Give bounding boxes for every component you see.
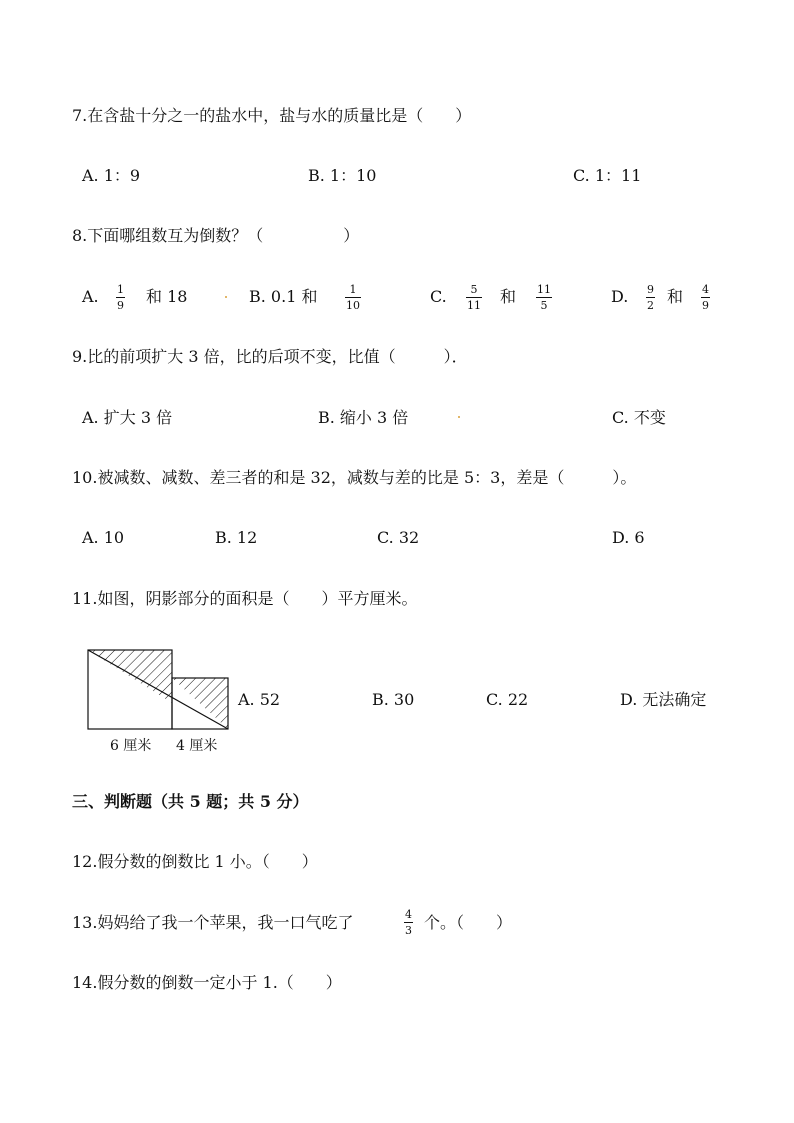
question-10-stem: 10.被减数、减数、差三者的和是 32，减数与差的比是 5：3，差是（ ）。 bbox=[72, 468, 637, 487]
q9-option-a[interactable]: A. 扩大 3 倍 bbox=[82, 408, 173, 427]
q7-option-c[interactable]: C. 1：11 bbox=[573, 166, 642, 185]
denominator: 11 bbox=[467, 299, 481, 312]
fraction-bar bbox=[404, 922, 413, 923]
q7-option-a[interactable]: A. 1：9 bbox=[82, 166, 141, 185]
q11-option-d[interactable]: D. 无法确定 bbox=[620, 690, 707, 709]
q10-option-c[interactable]: C. 32 bbox=[377, 528, 420, 547]
numerator: 1 bbox=[117, 283, 124, 296]
fraction-bar bbox=[345, 297, 361, 298]
q9-option-b[interactable]: B. 缩小 3 倍 bbox=[318, 408, 409, 427]
section-3-heading: 三、判断题（共 5 题；共 5 分） bbox=[72, 792, 309, 811]
denominator: 9 bbox=[117, 299, 124, 312]
numerator: 9 bbox=[647, 283, 654, 296]
q8-option-c-label: C. bbox=[430, 287, 447, 306]
q11-option-a[interactable]: A. 52 bbox=[238, 690, 281, 709]
denominator: 5 bbox=[540, 299, 548, 312]
q9-option-c[interactable]: C. 不变 bbox=[612, 408, 666, 427]
figure-label-right: 4 厘米 bbox=[176, 738, 218, 754]
numerator: 1 bbox=[349, 283, 357, 296]
q7-option-b[interactable]: B. 1：10 bbox=[308, 166, 377, 185]
figure-label-left: 6 厘米 bbox=[110, 738, 152, 754]
denominator: 2 bbox=[647, 299, 654, 312]
q11-option-c[interactable]: C. 22 bbox=[486, 690, 529, 709]
fraction-bar bbox=[536, 297, 552, 298]
denominator: 10 bbox=[346, 299, 360, 312]
q8-option-c-and: 和 bbox=[500, 287, 517, 306]
question-7-stem: 7.在含盐十分之一的盐水中，盐与水的质量比是（ ） bbox=[72, 106, 472, 125]
q8-option-a-label: A. bbox=[82, 287, 99, 306]
q10-option-a[interactable]: A. 10 bbox=[82, 528, 125, 547]
question-9-stem: 9.比的前项扩大 3 倍，比的后项不变，比值（ ）． bbox=[72, 347, 468, 366]
question-14-stem: 14.假分数的倒数一定小于 1.（ ） bbox=[72, 973, 342, 992]
numerator: 5 bbox=[470, 283, 478, 296]
numerator: 4 bbox=[405, 908, 412, 921]
q8-option-d-and: 和 bbox=[667, 287, 684, 306]
q8-option-c-fraction-2 bbox=[536, 283, 552, 312]
q8-option-d-fraction-2 bbox=[701, 283, 710, 312]
shaded-region-small bbox=[172, 678, 228, 729]
question-11-stem: 11.如图，阴影部分的面积是（ ）平方厘米。 bbox=[72, 589, 418, 608]
denominator: 9 bbox=[702, 299, 709, 312]
question-12-stem: 12.假分数的倒数比 1 小。（ ） bbox=[72, 852, 318, 871]
q8-option-a-tail: 和 18 bbox=[146, 287, 188, 306]
q8-option-c-fraction-1 bbox=[466, 283, 482, 312]
q10-option-d[interactable]: D. 6 bbox=[612, 528, 645, 547]
question-13-fraction bbox=[404, 908, 413, 937]
q8-option-b-fraction bbox=[345, 283, 361, 312]
fraction-bar bbox=[466, 297, 482, 298]
shaded-region-large bbox=[88, 650, 172, 703]
numerator: 4 bbox=[702, 283, 709, 296]
question-8-stem: 8.下面哪组数互为倒数？（ ） bbox=[72, 226, 360, 245]
stray-mark bbox=[225, 296, 227, 298]
q10-option-b[interactable]: B. 12 bbox=[215, 528, 258, 547]
q8-option-b-label: B. 0.1 和 bbox=[249, 287, 318, 306]
q8-option-a-fraction bbox=[116, 283, 125, 312]
fraction-bar bbox=[116, 297, 125, 298]
denominator: 3 bbox=[405, 924, 412, 937]
fraction-bar bbox=[646, 297, 655, 298]
q8-option-d-label: D. bbox=[611, 287, 629, 306]
q11-option-b[interactable]: B. 30 bbox=[372, 690, 415, 709]
shaded-area-figure bbox=[80, 645, 230, 735]
question-13-stem-before: 13.妈妈给了我一个苹果，我一口气吃了 bbox=[72, 913, 354, 932]
fraction-bar bbox=[701, 297, 710, 298]
stray-mark bbox=[458, 416, 460, 418]
question-13-stem-after: 个。（ ） bbox=[424, 913, 513, 932]
numerator: 11 bbox=[537, 283, 551, 296]
q8-option-d-fraction-1 bbox=[646, 283, 655, 312]
